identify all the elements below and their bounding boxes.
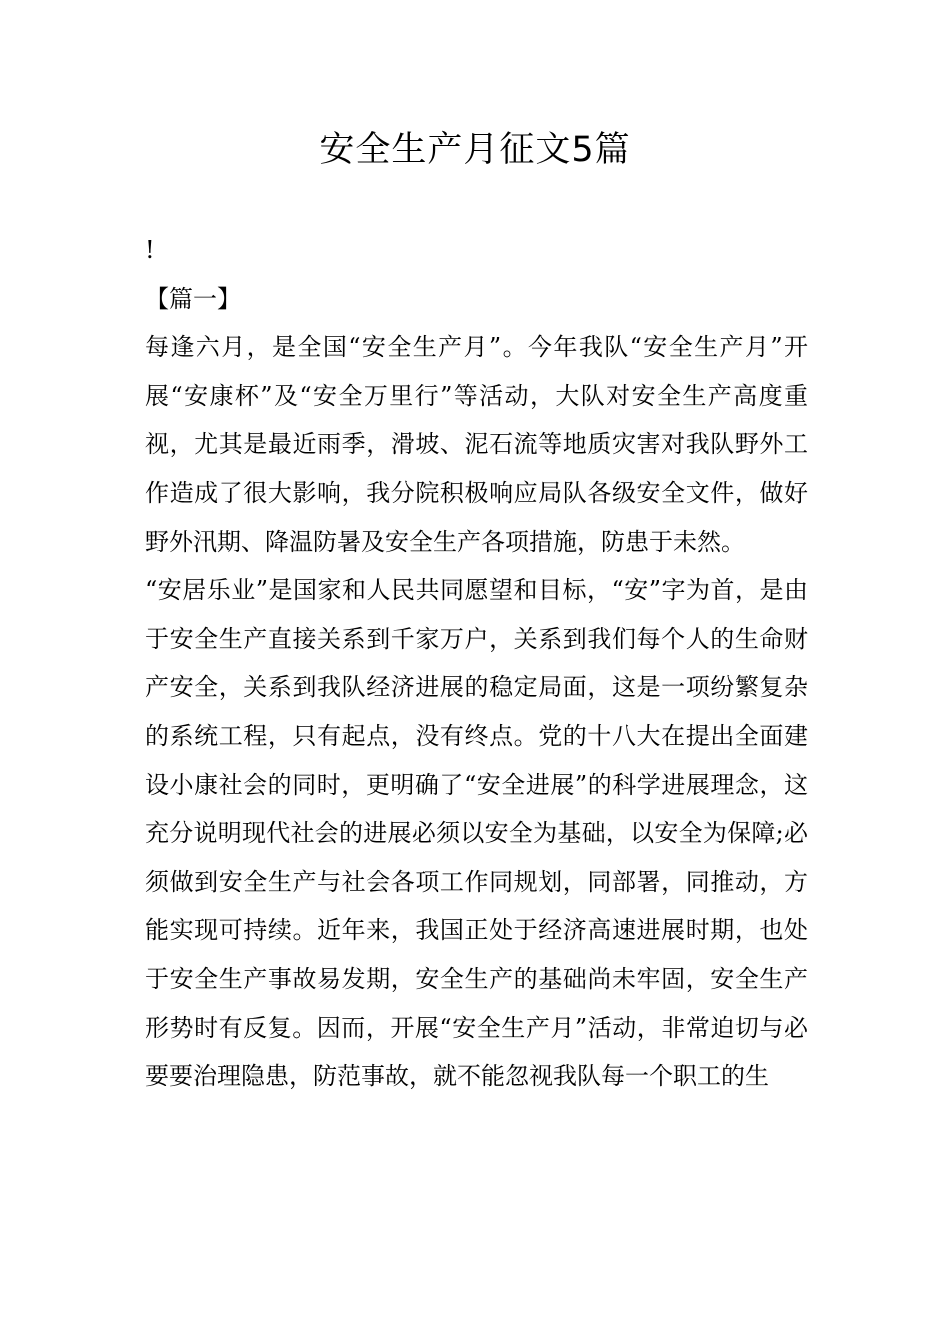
document-body — [145, 226, 808, 1101]
paragraph-2: “安居乐业”是国家和人民共同愿望和目标，“安”字为首，是由于安全生产直接关系到千家万户，关系到我们每个人的生命财产安全，关系到我队经济进展的稳定局面，这是一项纷繁复杂的系统工程，只有起点，没有终点。党的十八大在提出全面建设小康社会的同时，更明确了“安全进展”的科学进展理念，这充分说明现代社会的进展必须以安全为基础，以安全为保障;必须做到安全生产与社会各项工作同规划，同部署，同推动，方能实现可持续。近年来，我国正处于经济高速进展时期，也处于安全生产事故易发期，安全生产的基础尚未牢固，安全生产形势时有反复。因而，开展“安全生产月”活动，非常迫切与必要要治理隐患，防范事故，就不能忽视我队每一个职工的生 — [145, 576, 808, 1091]
section-label: 【篇一】 — [145, 284, 241, 313]
paragraph-1: 每逢六月，是全国“安全生产月”。今年我队“安全生产月”开展“安康杯”及“安全万里行”等活动，大队对安全生产高度重视，尤其是最近雨季，滑坡、泥石流等地质灾害对我队野外工作造成了很大影响，我分院积极响应局队各级安全文件，做好野外汛期、降温防暑及安全生产各项措施，防患于未然。 — [145, 333, 808, 556]
exclamation-marker: ! — [145, 236, 155, 264]
document-title: 安全生产月征文5篇 — [319, 130, 631, 170]
